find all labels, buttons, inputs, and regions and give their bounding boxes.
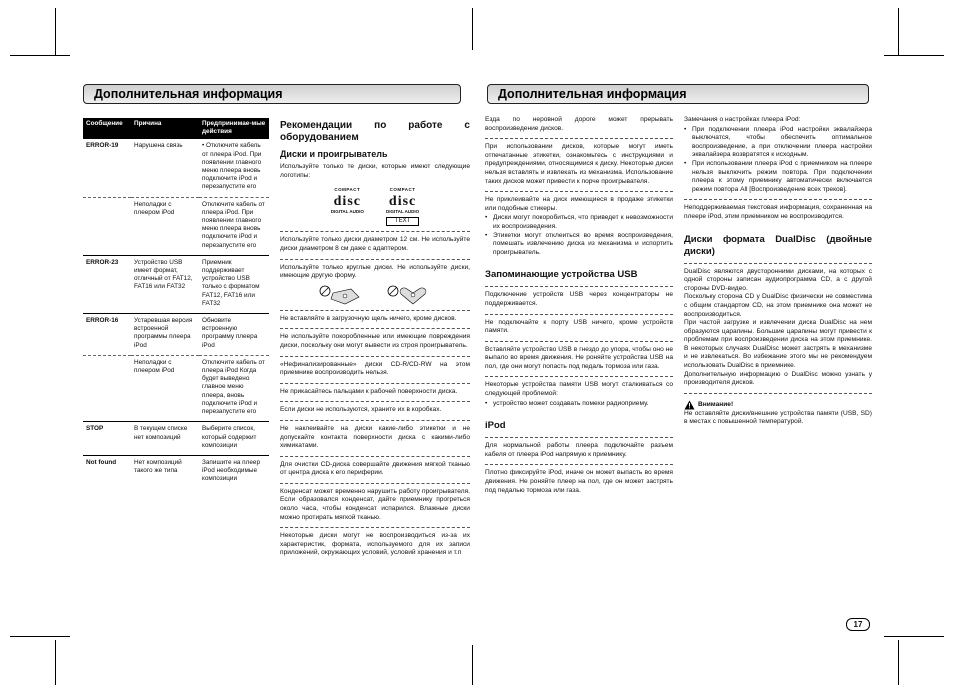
bullet-list <box>485 400 673 409</box>
divider <box>485 376 673 377</box>
crop-mark <box>898 640 899 685</box>
list-item: • При использовании плеера iPod с приемником на плеере нельзя выключить режим повтора. При подключении плеера к этому приемнику автоматически включается режим повтора All [Воспроизведение всех треков]. <box>684 160 872 194</box>
paragraph: При использовании дисков, которые могут иметь отпечатанные этикетки, ознакомьтесь с инструкциями и предупреждениями, относящимися к диску. Некоторые диски нельзя вставлять и извлекать из механизма. Использование таких дисков может привести к порче проигрывателя. <box>485 143 673 185</box>
page-header-right: Дополнительная информация <box>487 84 869 104</box>
crop-mark <box>884 636 944 637</box>
no-round-disc-icon <box>317 285 365 305</box>
crop-mark <box>884 55 944 56</box>
paragraph: Не подключайте к порту USB ничего, кроме устройств памяти. <box>485 318 673 335</box>
paragraph: Для очистки CD-диска совершайте движения мягкой тканью от центра диска к его периферии. <box>280 460 470 477</box>
bullet-list <box>684 126 872 195</box>
bullet-list <box>485 214 673 257</box>
error-cause: Нет композиций такого же типа <box>131 455 199 488</box>
section-title-usb: Запоминающие устройства USB <box>485 269 638 281</box>
paragraph: Не прикасайтесь пальцами к рабочей поверхности диска. <box>280 387 458 395</box>
crop-mark <box>10 55 70 56</box>
divider <box>280 456 470 457</box>
error-cause: Устройство USB имеет формат, отличный от FAT12, FAT16 или FAT32 <box>131 255 199 313</box>
paragraph: Конденсат может временно нарушить работу проигрывателя. Если образовался конденсат, дайте приемнику прогреться около часа, чтобы конденсат испарился. Влажные диски можно протирать мягкой тканью. <box>280 487 470 521</box>
paragraph: Используйте только те диски, которые имеют следующие логотипы: <box>280 163 470 179</box>
divider <box>485 341 673 342</box>
divider <box>280 356 470 357</box>
list-item: • При подключении плеера iPod настройки эквалайзера выключатся, чтобы обеспечить оптимальное воспроизведение, а при отключении плеера настройки эквалайзера возвратятся к исходным. <box>684 126 872 160</box>
warning-text: Не оставляйте диски/внешние устройства памяти (USB, SD) в местах с повышенной температурой. <box>684 409 872 426</box>
error-action: Отключите кабель от плеера iPod Когда будет выведено главное меню плеера, вновь подключите iPod и перезапустите его <box>199 355 269 421</box>
divider <box>280 420 470 421</box>
paragraph: Дополнительную информацию о DualDisc можно узнать у производителя дисков. <box>684 370 872 387</box>
table-header-message: Сообщение <box>83 118 131 139</box>
error-cause: В текущем списке нет композиций <box>131 422 199 456</box>
error-code: ERROR-16 <box>83 314 131 356</box>
divider <box>280 328 470 329</box>
paragraph: Если диски не используются, храните их в коробках. <box>280 406 442 414</box>
paragraph: Плотно фиксируйте iPod, иначе он может выпасть во время движения. Не роняйте плеер на пол, где он может застрять под педалью тормоза или газа. <box>485 469 673 494</box>
error-code <box>83 197 131 255</box>
list-item: • Этикетки могут отклеиться во время воспроизведения, помешать извлечению диска из механизма и испортить проигрыватель. <box>485 232 673 258</box>
warning-icon <box>684 400 695 410</box>
list-item: • Диски могут покоробиться, что приведет к невозможности их воспроизведения. <box>485 214 673 231</box>
error-code <box>83 355 131 421</box>
table-row <box>83 139 269 197</box>
paragraph: Некоторые диски могут не воспроизводиться из-за их характеристик, формата, используемого для их записи приложений, окружающих условий, условий хранения и т.п <box>280 532 470 557</box>
error-action: Обновите встроенную программу плеера iPod <box>199 314 269 356</box>
disc-shape-illustrations <box>280 285 470 305</box>
logo-big-text: disc <box>333 193 361 209</box>
paragraph: Езда по неровной дороге может прерывать воспроизведение дисков. <box>485 116 673 132</box>
table-row <box>83 314 269 356</box>
error-action: Запишите на плеер iPod необходимые композиции <box>199 455 269 488</box>
crop-mark <box>472 8 473 50</box>
divider <box>280 383 470 384</box>
divider <box>684 263 872 264</box>
error-action: Выберите список, который содержит композиции <box>199 422 269 456</box>
logo-bottom-text: DIGITAL AUDIO <box>385 208 420 214</box>
error-cause: Неполадки с плеером iPod <box>131 197 199 255</box>
paragraph: Не используйте покоробленные или имеющие повреждения диски, поскольку они могут вывести из строя проигрыватель. <box>280 333 470 349</box>
crop-mark <box>10 636 70 637</box>
column-disc-recommendations <box>280 116 470 561</box>
divider <box>280 483 470 484</box>
divider <box>485 286 673 287</box>
error-cause: Неполадки с плеером iPod <box>131 355 199 421</box>
section-title-discs: Диски и проигрыватель <box>280 149 388 159</box>
section-title-ipod: iPod <box>485 420 506 432</box>
column-ipod-dualdisc <box>684 116 872 430</box>
crop-mark <box>898 8 899 55</box>
section-title-recommendations: Рекомендации по работе с оборудованием <box>280 120 470 143</box>
error-action: • Отключите кабель от плеера iPod. При появлении главного меню плеера вновь подключите iPod и перезапустите его <box>199 139 269 197</box>
logo-top-text: COMPACT <box>389 187 416 193</box>
crop-mark <box>55 8 56 55</box>
paragraph: Замечания о настройках плеера iPod: <box>684 116 801 123</box>
paragraph: Для нормальной работы плеера подключайте разъем кабеля от плеера iPod напрямую к приемнику. <box>485 442 673 458</box>
crop-mark <box>472 645 473 685</box>
divider <box>280 401 470 402</box>
disc-logos <box>280 186 470 226</box>
crop-mark <box>55 640 56 685</box>
error-cause: Нарушена связь <box>131 139 199 197</box>
divider <box>684 393 872 394</box>
error-cause: Устаревшая версия встроенной программы плеера iPod <box>131 314 199 356</box>
section-title-dualdisc: Диски формата DualDisc (двойные диски) <box>684 233 872 257</box>
divider <box>280 527 470 528</box>
error-code: ERROR-23 <box>83 255 131 313</box>
compact-disc-logo <box>331 186 364 226</box>
error-code: STOP <box>83 422 131 456</box>
divider <box>280 259 470 260</box>
table-row <box>83 255 269 313</box>
divider <box>280 231 470 232</box>
logo-big-text: disc <box>388 193 417 209</box>
paragraph: Некоторые устройства памяти USB могут сталкиваться со следующей проблемой: <box>485 381 673 398</box>
table-row <box>83 422 269 456</box>
column-discs-usb-ipod <box>485 116 673 498</box>
error-action: Отключите кабель от плеера iPod. При появлении главного меню плеера вновь подключите iPod и перезапустите его <box>199 197 269 255</box>
compact-disc-text-logo <box>386 186 419 226</box>
divider <box>485 191 673 192</box>
error-action: Приемник поддерживает устройство USB только с форматом FAT12, FAT16 или FAT32 <box>199 255 269 313</box>
error-code: Not found <box>83 455 131 488</box>
table-header-action: Предпринимае-мые действия <box>199 118 269 139</box>
table-row <box>83 355 269 421</box>
paragraph: Используйте только круглые диски. Не используйте диски, имеющие другую форму. <box>280 263 470 280</box>
warning-heading <box>684 400 872 410</box>
logo-text-box: TEXT <box>386 217 419 226</box>
paragraph: При частой загрузке и извлечении диска DualDisc на нем образуются царапины. Большие царапины могут привести к проблемам при воспроизведении диска на этом приемнике. В некоторых случаях DualDisc может застрять в механизме и не извлекаться. Во избежание этого мы не рекомендуем использовать DualDisc в приемнике. <box>684 319 872 370</box>
table-header-cause: Причина <box>131 118 199 139</box>
paragraph: DualDisc являются двусторонними дисками, на которых с одной стороны записан аудиопрограмма CD, а с другой стороны DVD-видео. <box>684 267 872 292</box>
divider <box>280 310 470 311</box>
paragraph: Поскольку сторона CD у DualDisc физически не совместима с общим стандартом CD, на этом приемнике она может не воспроизводиться. <box>684 293 872 318</box>
paragraph: Не вставляйте в загрузочную щель ничего, кроме дисков. <box>280 314 457 322</box>
divider <box>485 314 673 315</box>
table-row <box>83 197 269 255</box>
paragraph: «Нефинализированные» диски CD-R/CD-RW на этом приемнике воспроизводить нельзя. <box>280 360 470 377</box>
paragraph: Не наклеивайте на диски какие-либо этикетки и не допускайте контакта поверхности диска с какими-либо химикатами. <box>280 424 470 450</box>
no-heart-disc-icon <box>385 285 433 305</box>
paragraph: Неподдерживаемая текстовая информация, сохраненная на плеере iPod, этим приемником не воспроизводится. <box>684 204 872 220</box>
error-message-table <box>83 118 269 489</box>
divider <box>684 199 872 200</box>
paragraph: Подключение устройств USB через концентраторы не поддерживается. <box>485 291 673 307</box>
paragraph: Не приклеивайте на диск имеющиеся в продаже этикетки или подобные стикеры. <box>485 196 673 212</box>
error-code: ERROR-19 <box>83 139 131 197</box>
logo-bottom-text: DIGITAL AUDIO <box>330 208 364 214</box>
paragraph: Используйте только диски диаметром 12 см. Не используйте диски диаметром 8 см даже с адаптером. <box>280 236 470 252</box>
paragraph: Вставляйте устройство USB в гнездо до упора, чтобы оно не выпало во время движения. Не роняйте устройства USB на пол, где они могут попасть под педаль тормоза или газа. <box>485 345 673 370</box>
page-header-left: Дополнительная информация <box>83 84 461 104</box>
divider <box>485 464 673 465</box>
list-item: • устройство может создавать помехи радиоприему. <box>485 400 673 409</box>
page-number: 17 <box>846 618 870 631</box>
divider <box>485 138 673 139</box>
logo-top-text: COMPACT <box>334 187 361 193</box>
table-row <box>83 455 269 488</box>
divider <box>485 437 673 438</box>
warning-title: Внимание! <box>698 400 734 408</box>
